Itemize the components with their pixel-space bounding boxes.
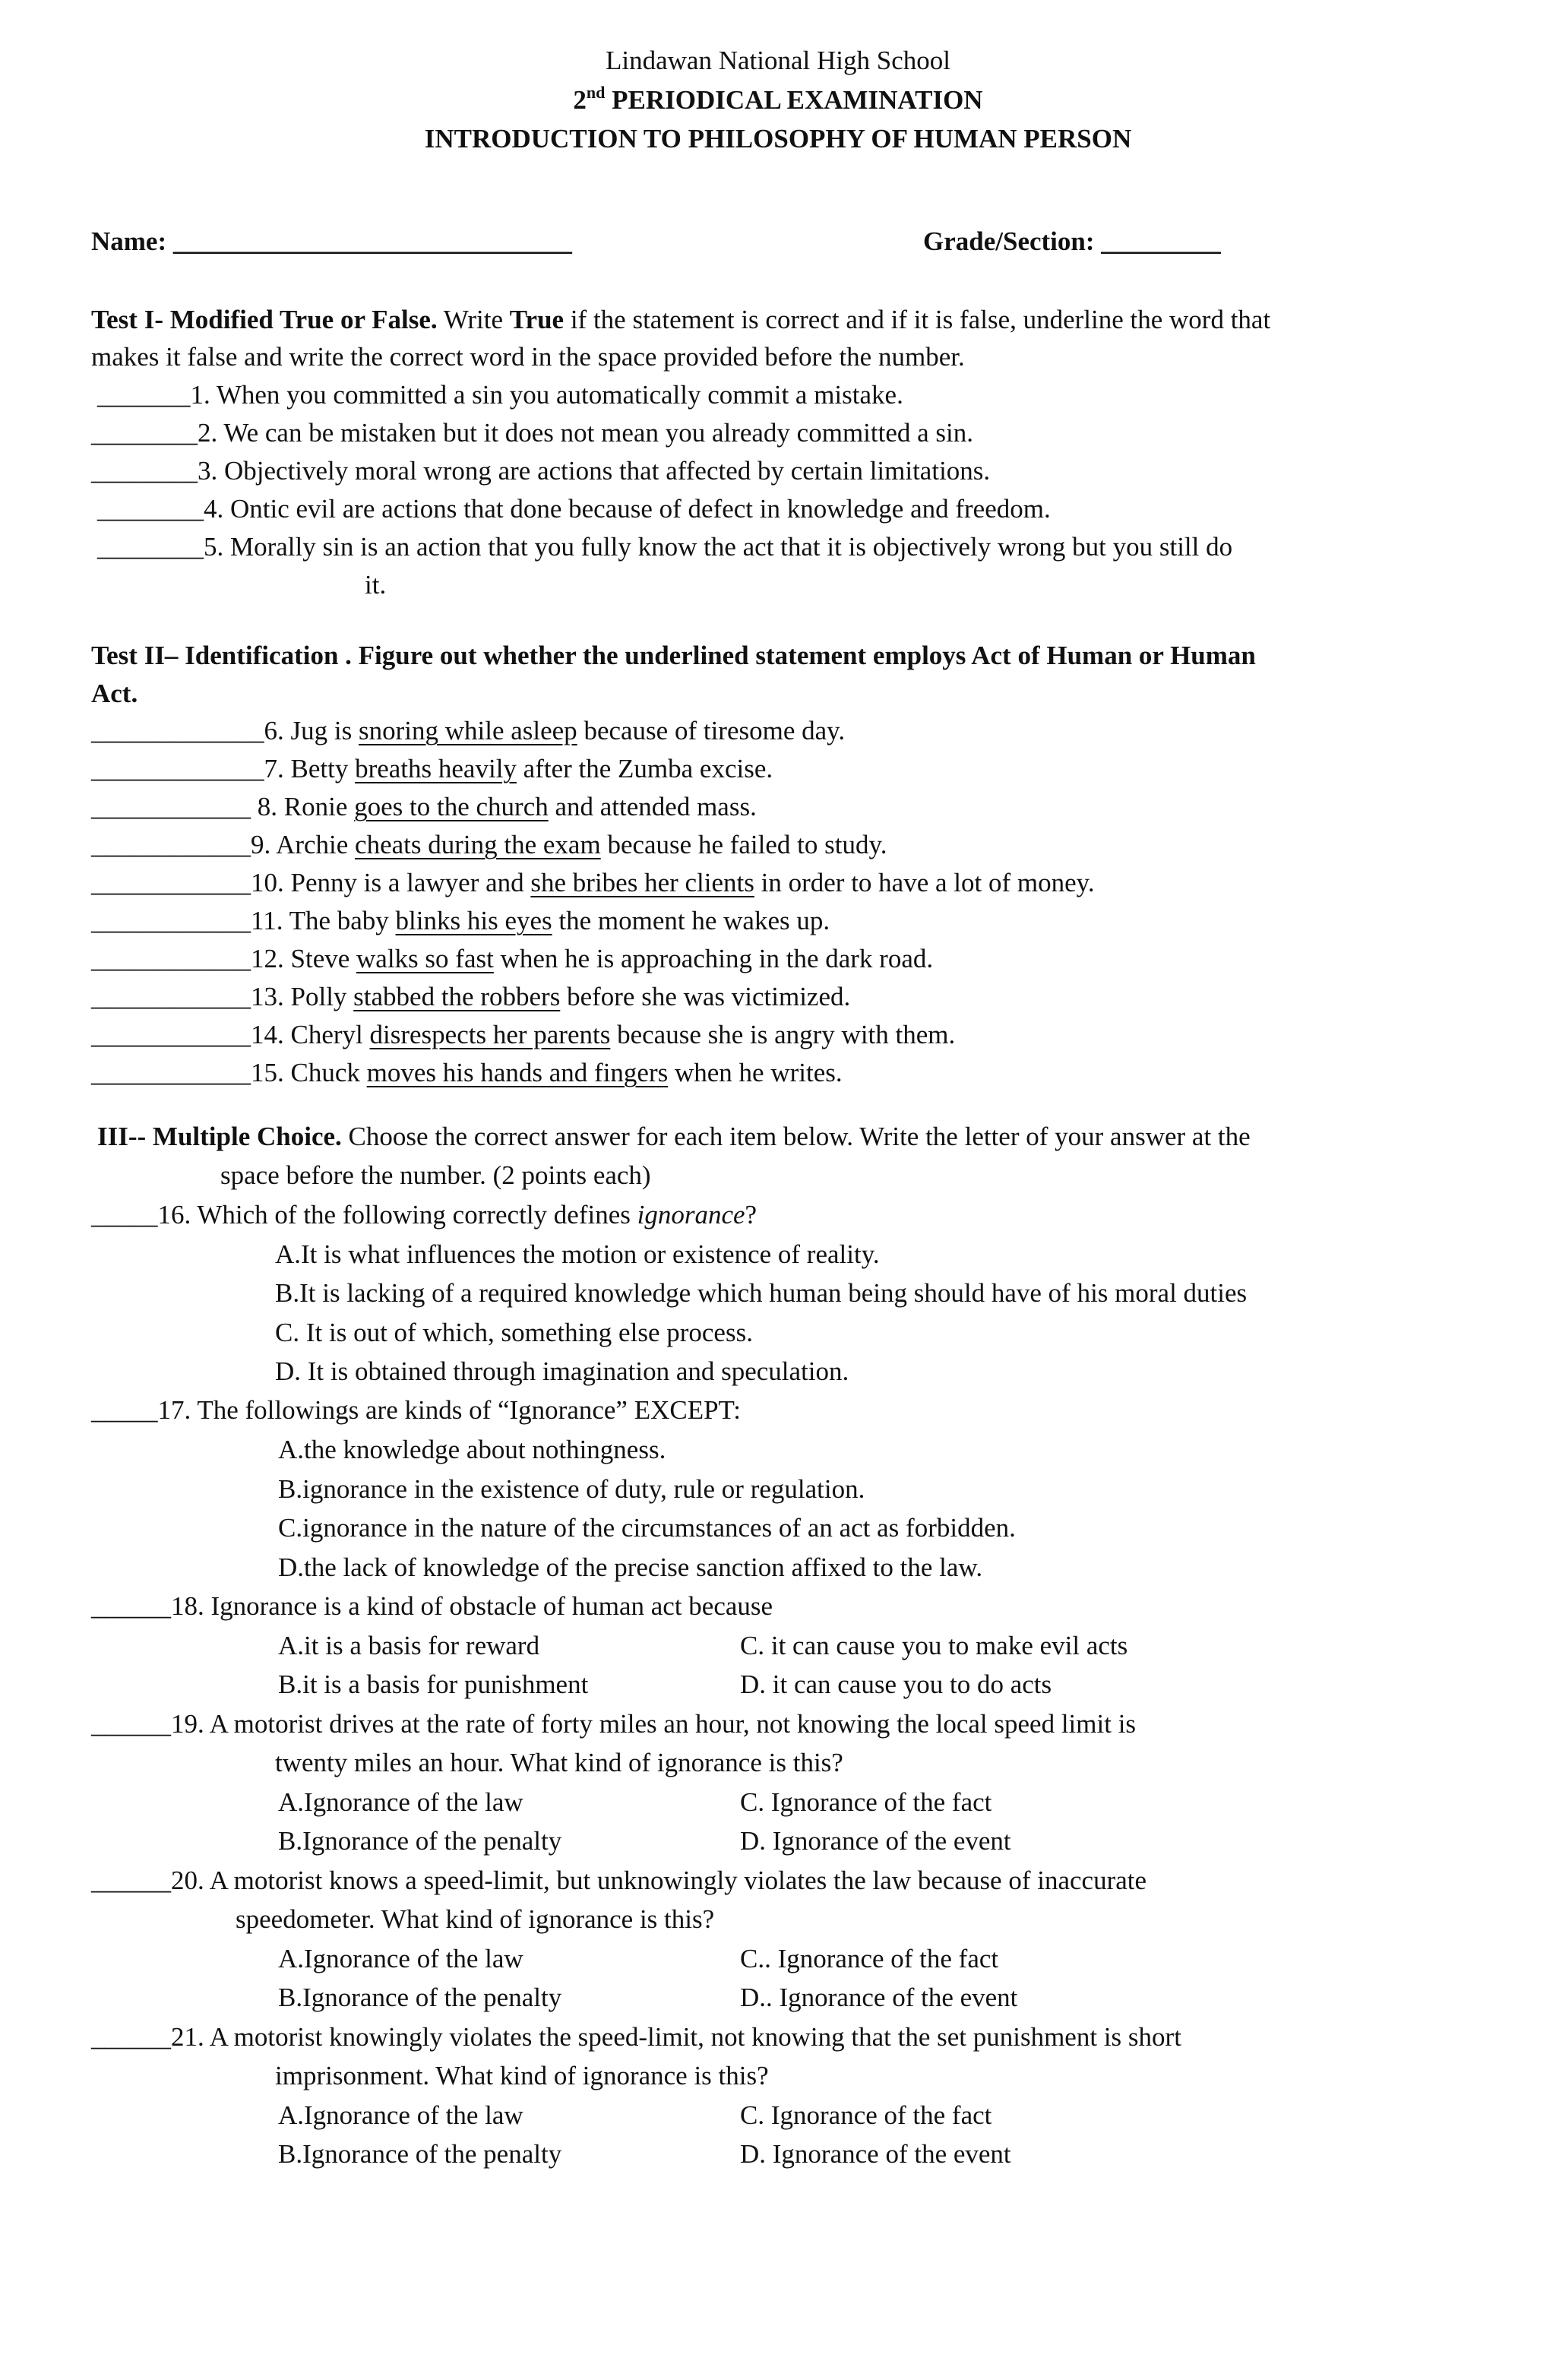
test2-item[interactable]: ____________15. Chuck moves his hands and fingers when he writes.: [91, 1058, 843, 1087]
mc-choice: A.the knowledge about nothingness.: [278, 1435, 666, 1464]
mc-choice: B.It is lacking of a required knowledge which human being should have of his moral duties: [275, 1278, 1248, 1308]
test1-instructions: Test I- Modified True or False. Write True if the statement is correct and if it is false, underline the word that: [91, 305, 1271, 334]
test3-instructions: III-- Multiple Choice. Choose the correct answer for each item below. Write the letter of your answer at the: [97, 1122, 1251, 1151]
mc-choice: D.the lack of knowledge of the precise sanction affixed to the law.: [278, 1552, 983, 1582]
test2-item[interactable]: ____________12. Steve walks so fast when he is approaching in the dark road.: [91, 944, 934, 973]
mc-choice: C. It is out of which, something else process.: [275, 1318, 753, 1347]
test1-item[interactable]: ________2. We can be mistaken but it does not mean you already committed a sin.: [91, 418, 973, 448]
mc-choice: D. It is obtained through imagination and speculation.: [275, 1356, 849, 1386]
mc-choice: A.Ignorance of the law: [278, 1787, 523, 1817]
mc-question[interactable]: _____16. Which of the following correctly defines ignorance?: [91, 1200, 757, 1230]
mc-question-cont: speedometer. What kind of ignorance is this?: [236, 1904, 715, 1934]
mc-choice: A.It is what influences the motion or existence of reality.: [275, 1239, 880, 1269]
test1-instructions-cont: makes it false and write the correct word in the space provided before the number.: [91, 342, 965, 372]
mc-question[interactable]: ______19. A motorist drives at the rate of forty miles an hour, not knowing the local speed limit is: [91, 1709, 1137, 1739]
mc-question-cont: twenty miles an hour. What kind of ignorance is this?: [275, 1748, 843, 1777]
exam-title: 2nd PERIODICAL EXAMINATION: [573, 83, 983, 115]
subject-title: INTRODUCTION TO PHILOSOPHY OF HUMAN PERSON: [424, 124, 1132, 153]
mc-choice: D. it can cause you to do acts: [740, 1669, 1052, 1699]
mc-question[interactable]: ______18. Ignorance is a kind of obstacle of human act because: [91, 1591, 773, 1621]
test2-instructions-cont: Act.: [91, 679, 138, 708]
grade-section-field[interactable]: Grade/Section: _________: [923, 226, 1221, 256]
mc-choice: C.ignorance in the nature of the circumstances of an act as forbidden.: [278, 1513, 1016, 1543]
mc-choice: A.it is a basis for reward: [278, 1631, 540, 1660]
test1-item-cont: it.: [365, 570, 387, 600]
mc-choice: A.Ignorance of the law: [278, 1944, 523, 1973]
test3-instructions-cont: space before the number. (2 points each): [220, 1160, 651, 1190]
name-field[interactable]: Name: ______________________________: [91, 226, 572, 256]
test2-item[interactable]: ____________ 8. Ronie goes to the church and attended mass.: [91, 792, 757, 821]
mc-choice: C. Ignorance of the fact: [740, 2100, 992, 2130]
mc-choice: D.. Ignorance of the event: [740, 1983, 1018, 2012]
mc-question[interactable]: ______20. A motorist knows a speed-limit, but unknowingly violates the law because of inaccurate: [91, 1866, 1147, 1895]
mc-choice: B.Ignorance of the penalty: [278, 2139, 562, 2169]
mc-choice: B.Ignorance of the penalty: [278, 1983, 562, 2012]
mc-choice: C. it can cause you to make evil acts: [740, 1631, 1128, 1660]
test1-item[interactable]: _______1. When you committed a sin you automatically commit a mistake.: [97, 380, 903, 410]
mc-choice: B.Ignorance of the penalty: [278, 1826, 562, 1856]
mc-choice: C. Ignorance of the fact: [740, 1787, 992, 1817]
mc-choice: B.it is a basis for punishment: [278, 1669, 589, 1699]
test1-item[interactable]: ________4. Ontic evil are actions that done because of defect in knowledge and freedom.: [97, 494, 1051, 524]
mc-question[interactable]: _____17. The followings are kinds of “Ignorance” EXCEPT:: [91, 1395, 741, 1425]
test2-item[interactable]: ____________10. Penny is a lawyer and she bribes her clients in order to have a lot of money.: [91, 868, 1095, 897]
mc-choice: A.Ignorance of the law: [278, 2100, 523, 2130]
school-name: Lindawan National High School: [606, 46, 950, 75]
test2-item[interactable]: ____________14. Cheryl disrespects her parents because she is angry with them.: [91, 1020, 956, 1049]
mc-choice: D. Ignorance of the event: [740, 1826, 1011, 1856]
mc-choice: C.. Ignorance of the fact: [740, 1944, 999, 1973]
test2-item[interactable]: ____________13. Polly stabbed the robbers before she was victimized.: [91, 982, 851, 1011]
test1-item[interactable]: ________5. Morally sin is an action that you fully know the act that it is objectively wrong but you still do: [97, 532, 1233, 562]
mc-choice: D. Ignorance of the event: [740, 2139, 1011, 2169]
test2-item[interactable]: _____________7. Betty breaths heavily after the Zumba excise.: [91, 754, 773, 783]
mc-question-cont: imprisonment. What kind of ignorance is this?: [275, 2061, 769, 2090]
mc-choice: B.ignorance in the existence of duty, rule or regulation.: [278, 1474, 865, 1504]
test2-item[interactable]: ____________11. The baby blinks his eyes the moment he wakes up.: [91, 906, 830, 935]
test1-item[interactable]: ________3. Objectively moral wrong are actions that affected by certain limitations.: [91, 456, 991, 486]
test2-instructions: Test II– Identification . Figure out whether the underlined statement employs Act of Human or Human: [91, 641, 1256, 670]
mc-question[interactable]: ______21. A motorist knowingly violates the speed-limit, not knowing that the set punishment is short: [91, 2022, 1181, 2052]
test2-item[interactable]: ____________9. Archie cheats during the exam because he failed to study.: [91, 830, 887, 859]
test2-item[interactable]: _____________6. Jug is snoring while asleep because of tiresome day.: [91, 716, 846, 745]
